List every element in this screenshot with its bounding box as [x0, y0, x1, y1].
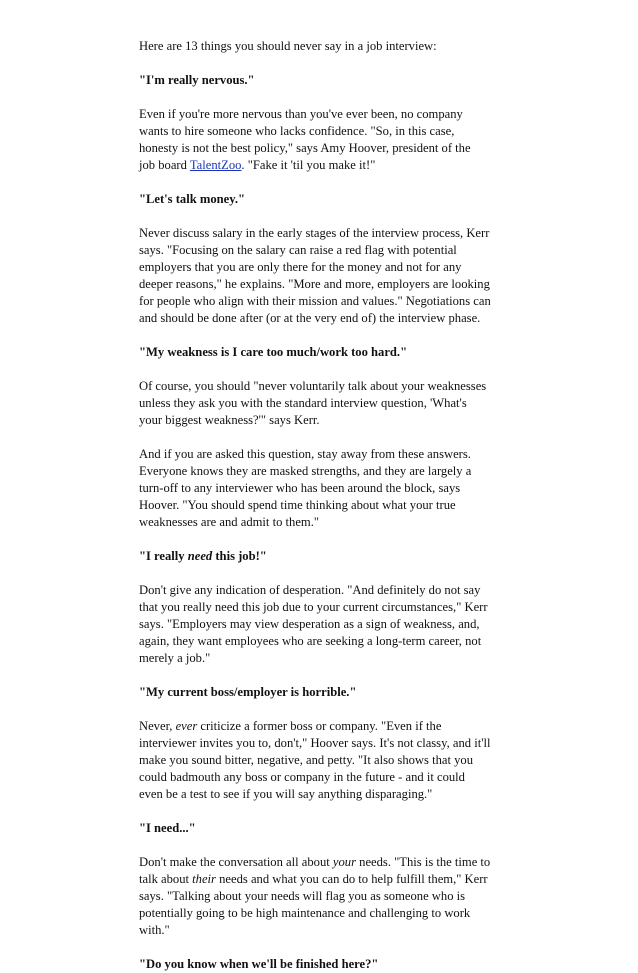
text-emphasis: their	[192, 872, 216, 886]
text-line: Don't give any indication of desperation. "And definitely do not say	[139, 583, 481, 597]
section-heading-nervous: "I'm really nervous."	[139, 73, 255, 87]
heading-emphasis: need	[187, 549, 213, 563]
text-segment: criticize a former boss or company. "Even if the	[197, 719, 442, 733]
section-heading-weakness: "My weakness is I care too much/work too hard."	[139, 345, 408, 359]
text-line: employers that you are only there for the money and not for any	[139, 260, 462, 274]
text-emphasis: your	[332, 855, 357, 869]
section-paragraph	[139, 225, 511, 327]
heading-segment: "I really	[139, 549, 188, 563]
section-heading-i-need: "I need..."	[139, 821, 196, 835]
text-line: make you sound bitter, negative, and petty. "It also shows that you	[139, 753, 473, 767]
heading-segment: this job!"	[212, 549, 267, 563]
text-segment: job board	[139, 158, 190, 172]
section-heading-boss: "My current boss/employer is horrible."	[139, 685, 357, 699]
text-line: even be a test to see if you will say anything disparaging."	[139, 787, 433, 801]
text-line: your biggest weakness?'" says Kerr.	[139, 413, 320, 427]
text-line: and should be done after (or at the very end of) the interview phase.	[139, 311, 481, 325]
section-paragraph	[139, 106, 511, 174]
text-line: weaknesses are and admit to them."	[139, 515, 319, 529]
text-line: says. "Talking about your needs will flag you as someone who is	[139, 889, 466, 903]
intro-text: Here are 13 things you should never say in a job interview:	[139, 39, 437, 53]
text-segment: Never,	[139, 719, 176, 733]
text-line: says. "Employers may view desperation as a sign of weakness, and,	[139, 617, 480, 631]
text-segment: talk about	[139, 872, 193, 886]
text-line: wants to hire someone who lacks confidence. "So, in this case,	[139, 124, 455, 138]
text-line: with."	[139, 923, 170, 937]
text-segment: needs. "This is the time to	[356, 855, 491, 869]
text-line: And if you are asked this question, stay away from these answers.	[139, 447, 471, 461]
text-line: could badmouth any boss or company in the future - and it could	[139, 770, 465, 784]
section-paragraph	[139, 378, 511, 429]
section-paragraph	[139, 446, 511, 531]
text-line	[139, 718, 511, 735]
text-segment: . "Fake it 'til you make it!"	[241, 158, 376, 172]
text-line: again, they want employees who are seeking a long-term career, not	[139, 634, 482, 648]
text-line: Everyone knows they are masked strengths, and they are largely a	[139, 464, 472, 478]
text-line: honesty is not the best policy," says Amy Hoover, president of the	[139, 141, 471, 155]
text-line	[139, 854, 511, 871]
section-heading-finished: "Do you know when we'll be finished here?"	[139, 957, 379, 971]
section-heading-money: "Let's talk money."	[139, 192, 245, 206]
text-line: Even if you're more nervous than you've ever been, no company	[139, 107, 463, 121]
talentzoo-link[interactable]: TalentZoo	[189, 158, 242, 172]
text-segment: Don't make the conversation all about	[139, 855, 333, 869]
text-line: that you really need this job due to your current circumstances," Kerr	[139, 600, 488, 614]
section-paragraph	[139, 718, 511, 803]
text-segment: needs and what you can do to help fulfill them," Kerr	[215, 872, 488, 886]
text-line: says. "Focusing on the salary can raise a red flag with potential	[139, 243, 457, 257]
text-line: potentially going to be high maintenance and challenging to work	[139, 906, 471, 920]
section-heading-need-job	[139, 548, 511, 565]
text-line: Hoover. "You should spend time thinking about what your true	[139, 498, 456, 512]
text-line: turn-off to any interviewer who has been around the block, says	[139, 481, 461, 495]
text-line: for people who align with their mission and values." Negotiations can	[139, 294, 491, 308]
text-line	[139, 871, 511, 888]
section-paragraph	[139, 854, 511, 939]
text-emphasis: ever	[175, 719, 198, 733]
text-line	[139, 157, 511, 174]
text-line: Of course, you should "never voluntarily talk about your weaknesses	[139, 379, 487, 393]
text-line: Never discuss salary in the early stages of the interview process, Kerr	[139, 226, 490, 240]
text-line: deeper reasons," he explains. "More and more, employers are looking	[139, 277, 490, 291]
text-line: interviewer invites you to, don't," Hoover says. It's not classy, and it'll	[139, 736, 491, 750]
text-line: unless they ask you with the standard interview question, 'What's	[139, 396, 467, 410]
text-line: merely a job."	[139, 651, 211, 665]
section-paragraph	[139, 582, 511, 667]
